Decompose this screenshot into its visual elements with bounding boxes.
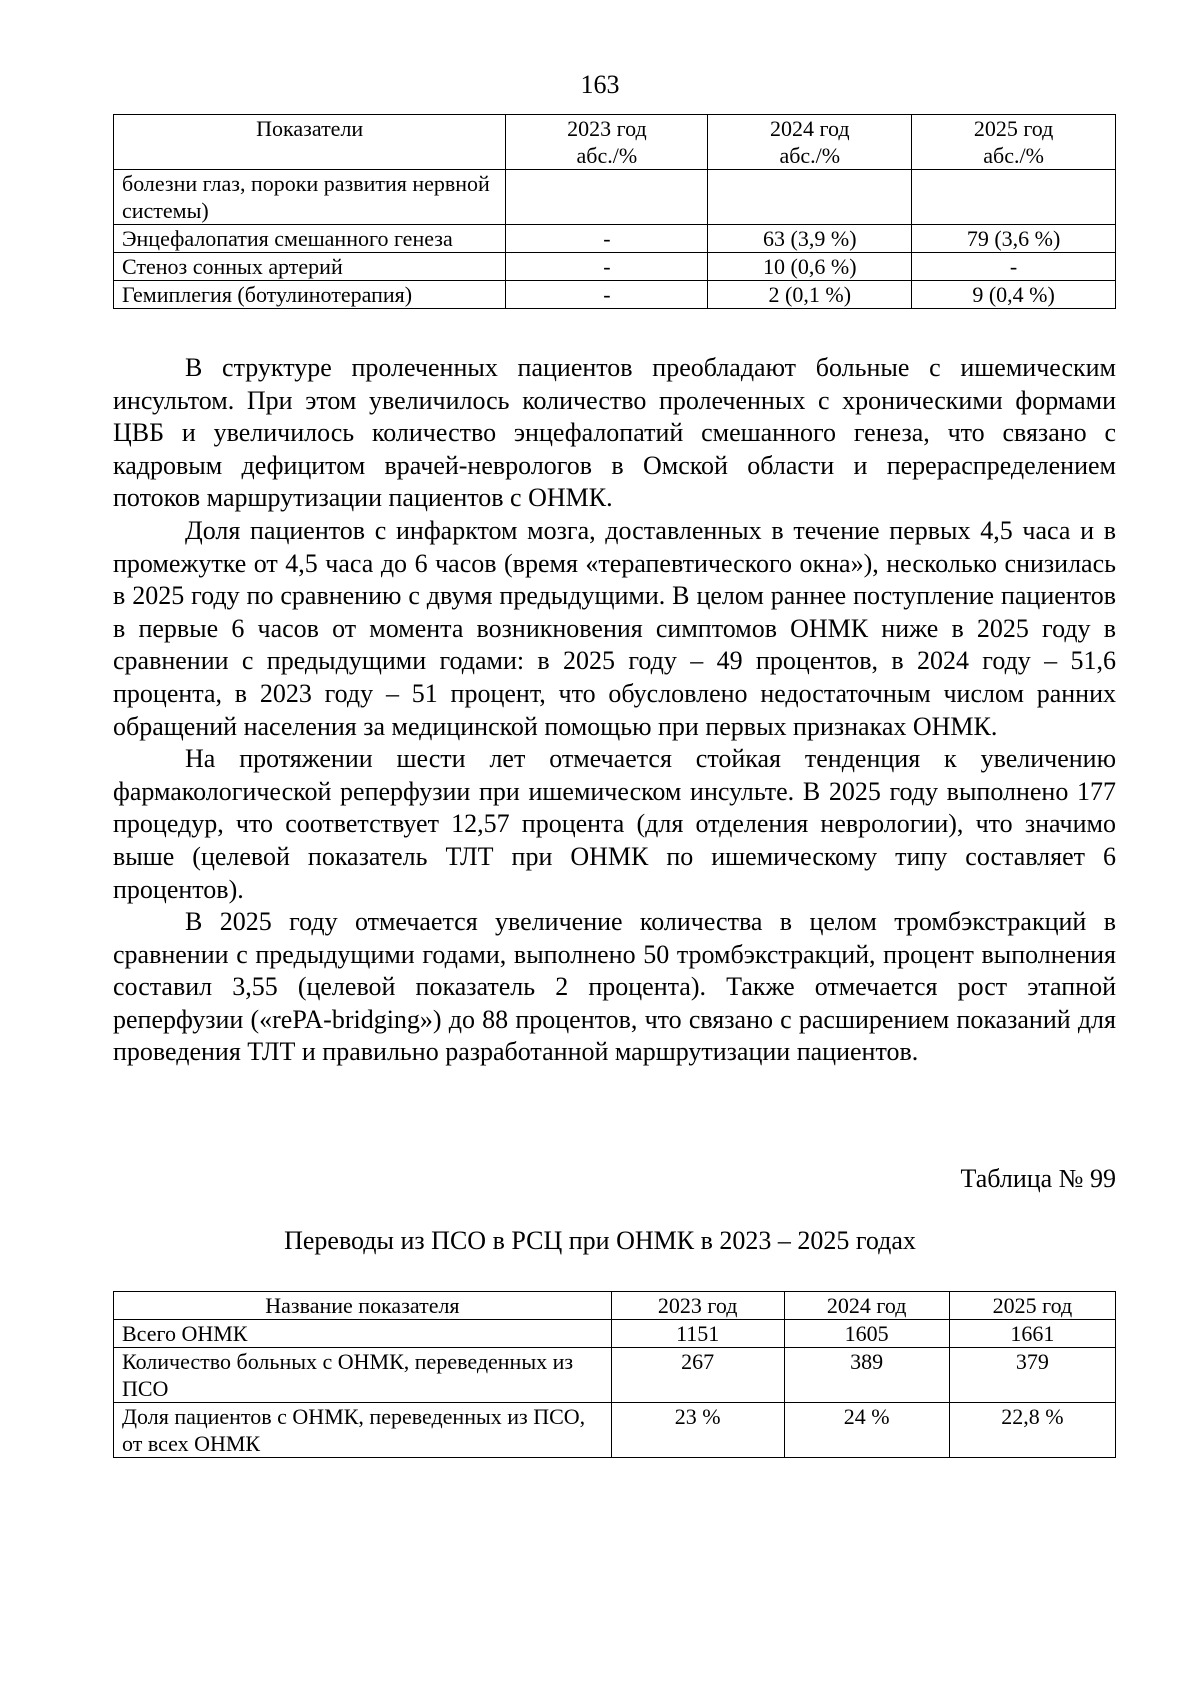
transfers-table xyxy=(113,1291,1116,1458)
table-cell xyxy=(912,170,1116,225)
table-cell: Доля пациентов с ОНМК, переведенных из ПСО, от всех ОНМК xyxy=(114,1403,612,1458)
table-row xyxy=(114,1320,1116,1348)
paragraph: Доля пациентов с инфарктом мозга, доставленных в течение первых 4,5 часа и в промежутке от 4,5 часа до 6 часов (время «терапевтического окна»), несколько снизилась в 2025 году по сравнению с двумя предыдущими. В целом раннее поступление пациентов в первые 6 часов от момента возникновения симптомов ОНМК ниже в 2025 году в сравнении с предыдущими годами: в 2025 году – 49 процентов, в 2024 году – 51,6 процента, в 2023 году – 51 процент, что обусловлено недостаточным числом ранних обращений населения за медицинской помощью при первых признаках ОНМК. xyxy=(113,515,1116,741)
table-row xyxy=(114,1348,1116,1403)
table-cell: 63 (3,9 %) xyxy=(708,225,912,253)
table-header-row xyxy=(114,115,1116,170)
table-cell: Стеноз сонных артерий xyxy=(114,253,506,281)
table-cell: 267 xyxy=(611,1348,784,1403)
column-header: 2023 год xyxy=(611,1292,784,1320)
table-cell: 1661 xyxy=(949,1320,1115,1348)
table-cell: - xyxy=(912,253,1116,281)
table-row xyxy=(114,170,1116,225)
paragraph: В 2025 году отмечается увеличение количества в целом тромбэкстракций в сравнении с предыдущими годами, выполнено 50 тромбэкстракций, процент выполнения составил 3,55 (целевой показатель 2 процента). Также отмечается рост этапной реперфузии («rePA-bridging») до 88 процентов, что связано с расширением показаний для проведения ТЛТ и правильно разработанной маршрутизации пациентов. xyxy=(113,907,1116,1067)
table-cell: 389 xyxy=(784,1348,949,1403)
table-cell xyxy=(708,170,912,225)
page-number: 163 xyxy=(580,70,620,99)
column-header: 2024 год xyxy=(784,1292,949,1320)
table-title: Переводы из ПСО в РСЦ при ОНМК в 2023 – 2025 годах xyxy=(284,1226,916,1255)
table-row xyxy=(114,253,1116,281)
body-text xyxy=(113,352,1116,1069)
paragraph: В структуре пролеченных пациентов преобладают больные с ишемическим инсультом. При этом увеличилось количество пролеченных с хроническими формами ЦВБ и увеличилось количество энцефалопатий смешанного генеза, что связано с кадровым дефицитом врачей-неврологов в Омской области и перераспределением потоков маршрутизации пациентов с ОНМК. xyxy=(113,353,1116,513)
table-cell: - xyxy=(506,225,708,253)
table-cell: Всего ОНМК xyxy=(114,1320,612,1348)
diagnoses-table xyxy=(113,114,1116,309)
column-header: Показатели xyxy=(114,115,506,170)
table-header-row xyxy=(114,1292,1116,1320)
table-cell: - xyxy=(506,281,708,309)
table-cell: 24 % xyxy=(784,1403,949,1458)
paragraph: На протяжении шести лет отмечается стойкая тенденция к увеличению фармакологической реперфузии при ишемическом инсульте. В 2025 году выполнено 177 процедур, что соответствует 12,57 процента (для отделения неврологии), что значимо выше (целевой показатель ТЛТ при ОНМК по ишемическому типу составляет 6 процентов). xyxy=(113,744,1116,904)
table-cell xyxy=(506,170,708,225)
table-cell: Энцефалопатия смешанного генеза xyxy=(114,225,506,253)
table-cell: 10 (0,6 %) xyxy=(708,253,912,281)
table-row xyxy=(114,1403,1116,1458)
table-cell: 1151 xyxy=(611,1320,784,1348)
table-cell: - xyxy=(506,253,708,281)
table-cell: болезни глаз, пороки развития нервной системы) xyxy=(114,170,506,225)
table-cell: 1605 xyxy=(784,1320,949,1348)
table-cell: 9 (0,4 %) xyxy=(912,281,1116,309)
column-header: 2025 год xyxy=(949,1292,1115,1320)
column-header: 2024 год абс./% xyxy=(708,115,912,170)
table-row xyxy=(114,281,1116,309)
table-cell: 23 % xyxy=(611,1403,784,1458)
table-row xyxy=(114,225,1116,253)
table-cell: 2 (0,1 %) xyxy=(708,281,912,309)
table-cell: 79 (3,6 %) xyxy=(912,225,1116,253)
table-cell: Количество больных с ОНМК, переведенных из ПСО xyxy=(114,1348,612,1403)
column-header: 2025 год абс./% xyxy=(912,115,1116,170)
column-header: 2023 год абс./% xyxy=(506,115,708,170)
table-cell: 22,8 % xyxy=(949,1403,1115,1458)
table-cell: 379 xyxy=(949,1348,1115,1403)
table-cell: Гемиплегия (ботулинотерапия) xyxy=(114,281,506,309)
table-label: Таблица № 99 xyxy=(960,1164,1116,1193)
column-header: Название показателя xyxy=(114,1292,612,1320)
